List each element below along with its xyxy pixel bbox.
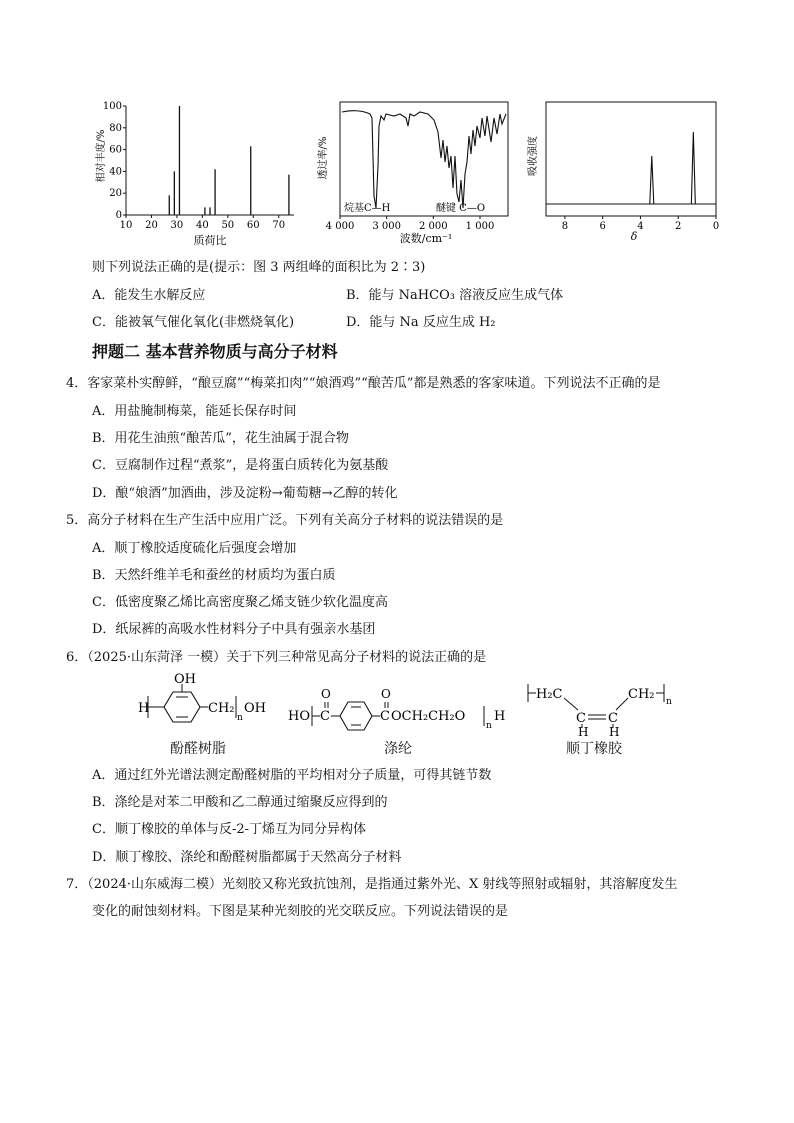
ms-xlabel: 质荷比 bbox=[193, 234, 227, 247]
nmr-xtick-label: 2 bbox=[675, 221, 682, 232]
polybutadiene-structure bbox=[524, 678, 684, 736]
nmr-peak bbox=[650, 156, 654, 204]
q7-stem-line1: 7．（2024·山东威海二模）光刻胶又称光致抗蚀剂，是指通过紫外光、X 射线等照射或辐射，其溶解度发生 bbox=[66, 877, 678, 892]
q4-option-c[interactable]: C．豆腐制作过程“煮浆”，是将蛋白质转化为氨基酸 bbox=[92, 458, 389, 473]
ms-xtick-label: 50 bbox=[221, 220, 235, 231]
nmr-xtick-label: 8 bbox=[561, 221, 569, 232]
nmr-xtick-label: 6 bbox=[599, 221, 606, 232]
nmr-frame bbox=[546, 102, 716, 216]
ms-xtick-label: 30 bbox=[170, 220, 184, 231]
q6-option-a[interactable]: A．通过红外光谱法测定酚醛树脂的平均相对分子质量，可得其链节数 bbox=[92, 768, 492, 783]
nmr-xticks bbox=[562, 216, 719, 232]
q4-option-b[interactable]: B．用花生油煎“酿苦瓜”，花生油属于混合物 bbox=[92, 431, 349, 446]
svg-text:CH₂: CH₂ bbox=[208, 701, 235, 716]
q6-option-d[interactable]: D．顺丁橡胶、涤纶和酚醛树脂都属于天然高分子材料 bbox=[92, 850, 402, 865]
ms-ytick-label: 0 bbox=[115, 210, 122, 221]
q3-option-b[interactable]: B．能与 NaHCO₃ 溶液反应生成气体 bbox=[346, 288, 564, 303]
nmr-xtick-label: 4 bbox=[637, 221, 644, 232]
q7-stem-line2: 变化的耐蚀刻材料。下图是某种光刻胶的光交联反应。下列说法错误的是 bbox=[92, 904, 509, 919]
nmr-spectrum-chart bbox=[524, 96, 724, 248]
q5-stem: 5．高分子材料在生产生活中应用广泛。下列有关高分子材料的说法错误的是 bbox=[66, 513, 504, 528]
ir-xtick-label: 1 000 bbox=[465, 221, 495, 232]
nmr-ylabel: 吸收强度 bbox=[528, 136, 539, 176]
svg-text:OCH₂CH₂O: OCH₂CH₂O bbox=[391, 709, 466, 724]
section-title: 押题二 基本营养物质与高分子材料 bbox=[92, 342, 338, 361]
q6-stem: 6．（2025·山东菏泽 一模）关于下列三种常见高分子材料的说法正确的是 bbox=[66, 650, 487, 665]
ir-xtick-label: 2 000 bbox=[419, 221, 448, 232]
svg-text:C: C bbox=[576, 711, 586, 726]
ms-ytick-label: 100 bbox=[102, 101, 122, 112]
svg-text:H: H bbox=[578, 725, 589, 736]
svg-text:H: H bbox=[609, 725, 620, 736]
ir-xticks bbox=[326, 216, 495, 232]
ir-ylabel: 透过率/% bbox=[318, 136, 329, 180]
ms-axes bbox=[126, 106, 294, 215]
ms-xtick-label: 20 bbox=[145, 220, 158, 231]
q4-stem: 4．客家菜朴实醇鲜，“酿豆腐”“梅菜扣肉”“娘酒鸡”“酿苦瓜”都是熟悉的客家味道。下列说法不正确的是 bbox=[66, 376, 661, 391]
svg-text:OH: OH bbox=[174, 672, 196, 687]
q3-option-d[interactable]: D．能与 Na 反应生成 H₂ bbox=[346, 315, 496, 330]
ms-ytick-label: 80 bbox=[109, 122, 122, 134]
ms-xtick-label: 10 bbox=[119, 220, 133, 231]
svg-text:HO: HO bbox=[288, 709, 310, 724]
svg-text:H₂C: H₂C bbox=[536, 687, 563, 702]
ms-ytick-label: 40 bbox=[109, 166, 122, 178]
svg-text:O: O bbox=[321, 687, 331, 701]
ir-annotation-co: 醚键 C—O bbox=[436, 203, 486, 214]
mass-spectrum-chart bbox=[92, 96, 302, 248]
q6-option-c[interactable]: C．顺丁橡胶的单体与反-2-丁烯互为同分异构体 bbox=[92, 822, 367, 837]
struct-label-polyester: 涤纶 bbox=[384, 741, 412, 757]
q4-option-a[interactable]: A．用盐腌制梅菜，能延长保存时间 bbox=[92, 404, 297, 419]
struct-label-phenolic: 酚醛树脂 bbox=[170, 741, 226, 757]
ms-xtick-label: 60 bbox=[246, 220, 260, 231]
struct-label-rubber: 顺丁橡胶 bbox=[566, 741, 622, 757]
q3-option-a[interactable]: A．能发生水解反应 bbox=[92, 288, 206, 303]
svg-text:CH₂: CH₂ bbox=[628, 687, 655, 702]
nmr-xlabel: δ bbox=[630, 230, 638, 243]
q6-option-b[interactable]: B．涤纶是对苯二甲酸和乙二醇通过缩聚反应得到的 bbox=[92, 795, 388, 810]
q4-option-d[interactable]: D．酿“娘酒”加酒曲，涉及淀粉→葡萄糖→乙醇的转化 bbox=[92, 486, 398, 501]
ms-xtick-label: 40 bbox=[195, 220, 209, 231]
polyester-structure bbox=[288, 680, 518, 732]
ir-xtick-label: 4 000 bbox=[325, 221, 355, 232]
svg-text:H: H bbox=[138, 701, 150, 716]
svg-text:O: O bbox=[381, 687, 391, 701]
nmr-xtick-label: 0 bbox=[712, 221, 720, 232]
q5-option-d[interactable]: D．纸尿裤的高吸水性材料分子中具有强亲水基团 bbox=[92, 622, 376, 637]
ms-bars bbox=[169, 106, 289, 215]
svg-text:C: C bbox=[320, 709, 330, 724]
ms-xticks bbox=[120, 215, 285, 231]
ir-spectrum-line bbox=[342, 111, 506, 208]
ir-frame bbox=[340, 102, 508, 216]
svg-text:n: n bbox=[486, 721, 492, 731]
ms-ytick-label: 60 bbox=[109, 144, 122, 156]
ms-xtick-label: 70 bbox=[272, 220, 286, 231]
q5-option-c[interactable]: C．低密度聚乙烯比高密度聚乙烯支链少软化温度高 bbox=[92, 595, 388, 610]
phenolic-resin-structure bbox=[136, 672, 286, 734]
svg-text:H: H bbox=[494, 709, 506, 724]
q5-option-b[interactable]: B．天然纤维羊毛和蚕丝的材质均为蛋白质 bbox=[92, 568, 336, 583]
ms-ylabel: 相对丰度/% bbox=[96, 129, 107, 183]
q3-option-c[interactable]: C．能被氧气催化氧化(非燃烧氧化) bbox=[92, 315, 295, 330]
svg-text:OH: OH bbox=[244, 701, 266, 716]
ir-xtick-label: 3 000 bbox=[372, 221, 401, 232]
ir-spectrum-chart bbox=[314, 96, 514, 248]
svg-text:n: n bbox=[666, 697, 672, 707]
nmr-peak bbox=[691, 132, 695, 204]
ir-xlabel: 波数/cm⁻¹ bbox=[399, 232, 453, 245]
nmr-peaks bbox=[650, 132, 696, 204]
ms-ytick-label: 20 bbox=[109, 188, 122, 200]
svg-text:n: n bbox=[237, 713, 243, 723]
ir-annotation-ch: 烷基C—H bbox=[344, 203, 391, 214]
svg-text:C: C bbox=[608, 711, 618, 726]
q5-option-a[interactable]: A．顺丁橡胶适度硫化后强度会增加 bbox=[92, 541, 297, 556]
svg-text:C: C bbox=[380, 709, 390, 724]
q3-stem: 则下列说法正确的是(提示：图 3 两组峰的面积比为 2∶3) bbox=[92, 260, 426, 275]
